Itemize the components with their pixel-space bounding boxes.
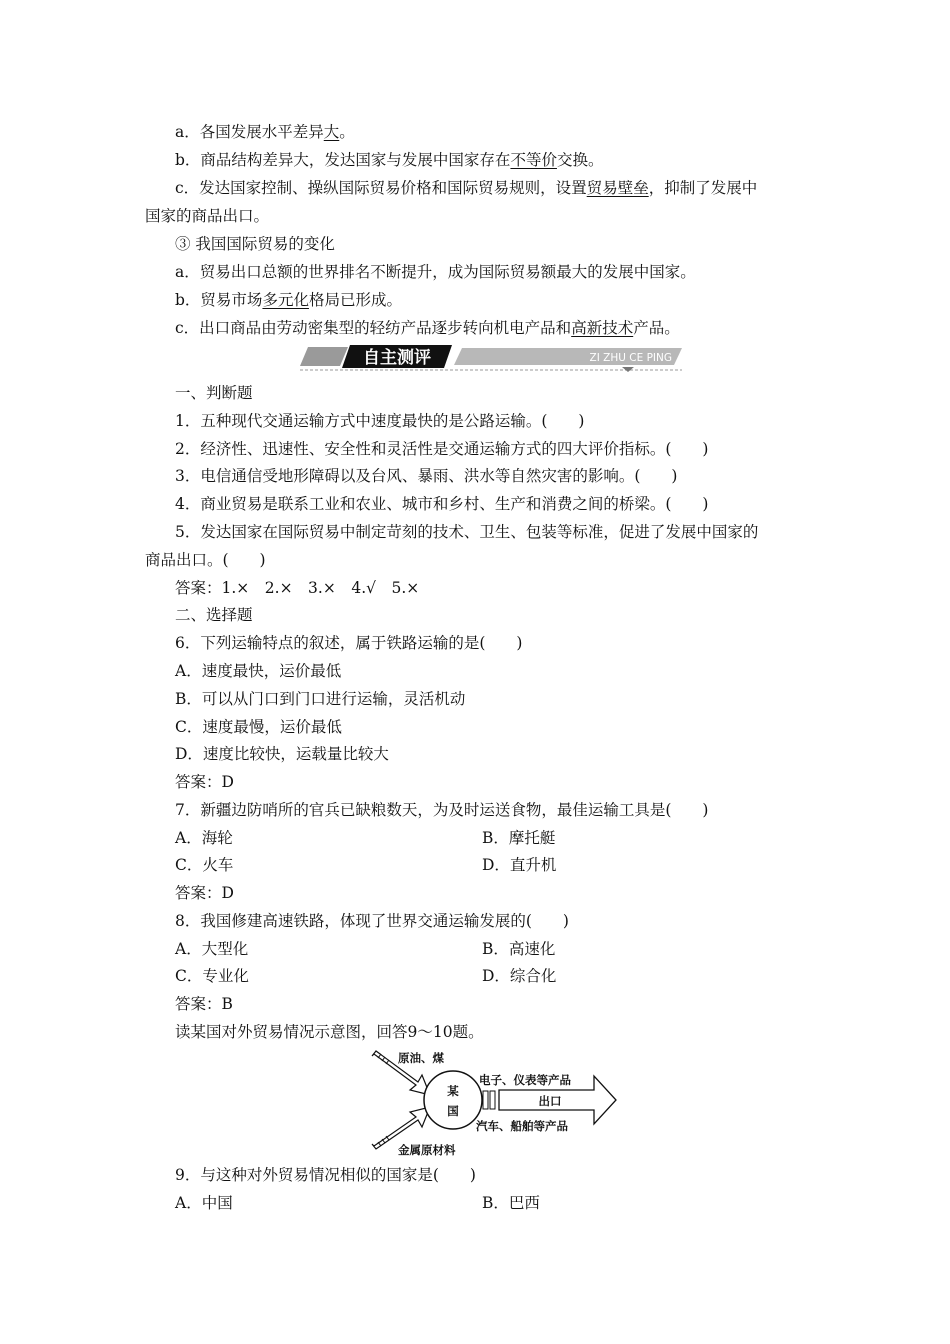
q6-option-c: C．速度最慢，运价最低 bbox=[175, 718, 342, 736]
judge-heading: 一、判断题 bbox=[175, 384, 253, 402]
text: ，抑制了发展中 bbox=[648, 179, 758, 197]
judge-q5-continued: 商品出口。( ) bbox=[145, 551, 266, 569]
section-banner bbox=[300, 342, 685, 372]
underlined-text: 不等价 bbox=[510, 151, 557, 169]
q8-option-b: B．高速化 bbox=[482, 940, 556, 958]
export-label: 出口 bbox=[538, 1094, 562, 1108]
q6-answer: 答案：D bbox=[175, 773, 234, 791]
q8-option-d: D．综合化 bbox=[482, 967, 557, 985]
item-c2-export-shift bbox=[175, 315, 680, 343]
circle-label-2: 国 bbox=[447, 1104, 459, 1118]
country-circle bbox=[424, 1071, 482, 1129]
inbound-bottom-label: 金属原材料 bbox=[398, 1143, 456, 1157]
q6-option-b: B．可以从门口到门口进行运输，灵活机动 bbox=[175, 690, 466, 708]
banner-title: 自主测评 bbox=[363, 348, 431, 368]
choice-q6: 6．下列运输特点的叙述，属于铁路运输的是( ) bbox=[175, 634, 523, 652]
item-c-trade-barriers bbox=[175, 175, 757, 203]
text: 格局已形成。 bbox=[308, 291, 402, 309]
q6-option-d: D．速度比较快，运载量比较大 bbox=[175, 745, 389, 763]
banner-left-stripe bbox=[300, 347, 348, 366]
underlined-text: 多元化 bbox=[262, 291, 309, 309]
connector-bar bbox=[483, 1091, 488, 1109]
q6-option-a: A．速度最快，运价最低 bbox=[175, 662, 342, 680]
q7-option-a: A．海轮 bbox=[175, 829, 233, 847]
outbound-bottom-label: 汽车、船舶等产品 bbox=[476, 1119, 568, 1133]
judge-q4: 4．商业贸易是联系工业和农业、城市和乡村、生产和消费之间的桥梁。( ) bbox=[175, 495, 709, 513]
q7-answer: 答案：D bbox=[175, 884, 234, 902]
trade-diagram bbox=[366, 1048, 618, 1158]
q7-option-c: C．火车 bbox=[175, 856, 234, 874]
text: 产品。 bbox=[633, 319, 680, 337]
item-b-unequal-exchange bbox=[175, 147, 603, 175]
item-a2-export-ranking: a．贸易出口总额的世界排名不断提升，成为国际贸易额最大的发展中国家。 bbox=[175, 263, 696, 281]
choice-q9: 9．与这种对外贸易情况相似的国家是( ) bbox=[175, 1166, 476, 1184]
judge-q5: 5．发达国家在国际贸易中制定苛刻的技术、卫生、包装等标准，促进了发展中国家的 bbox=[175, 523, 759, 541]
text: b．贸易市场 bbox=[175, 291, 263, 309]
text: 交换。 bbox=[556, 151, 604, 169]
text: a．各国发展水平差异 bbox=[175, 123, 324, 141]
q7-option-b: B．摩托艇 bbox=[482, 829, 556, 847]
item-a-development-gap bbox=[175, 119, 355, 147]
choice-q7: 7．新疆边防哨所的官兵已缺粮数天，为及时运送食物，最佳运输工具是( ) bbox=[175, 801, 709, 819]
subheading-china-trade-changes: ③ 我国国际贸易的变化 bbox=[175, 235, 335, 253]
text: 。 bbox=[339, 123, 355, 141]
text: b．商品结构差异大，发达国家与发展中国家存在 bbox=[175, 151, 511, 169]
underlined-text: 大 bbox=[323, 123, 340, 141]
judge-q1: 1．五种现代交通运输方式中速度最快的是公路运输。( ) bbox=[175, 412, 585, 430]
q9-option-b: B．巴西 bbox=[482, 1194, 540, 1212]
judge-q3: 3．电信通信受地形障碍以及台风、暴雨、洪水等自然灾害的影响。( ) bbox=[175, 467, 678, 485]
q7-option-d: D．直升机 bbox=[482, 856, 557, 874]
q9-option-a: A．中国 bbox=[175, 1194, 233, 1212]
banner-subtitle: ZI ZHU CE PING bbox=[589, 352, 672, 364]
diagram-intro: 读某国对外贸易情况示意图，回答9～10题。 bbox=[175, 1023, 484, 1041]
inbound-top-label: 原油、煤 bbox=[398, 1051, 444, 1065]
q8-option-a: A．大型化 bbox=[175, 940, 249, 958]
judge-q2: 2．经济性、迅速性、安全性和灵活性是交通运输方式的四大评价指标。( ) bbox=[175, 440, 709, 458]
text: c．出口商品由劳动密集型的轻纺产品逐步转向机电产品和 bbox=[175, 319, 572, 337]
judge-answer: 答案：1.× 2.× 3.× 4.√ 5.× bbox=[175, 579, 420, 597]
underlined-text: 贸易壁垒 bbox=[586, 179, 649, 197]
text: c．发达国家控制、操纵国际贸易价格和国际贸易规则，设置 bbox=[175, 179, 587, 197]
connector-bar bbox=[490, 1091, 495, 1109]
item-b2-diversified-market bbox=[175, 287, 402, 315]
choice-heading: 二、选择题 bbox=[175, 606, 253, 624]
circle-label-1: 某 bbox=[447, 1084, 459, 1098]
underlined-text: 高新技术 bbox=[571, 319, 634, 337]
q8-option-c: C．专业化 bbox=[175, 967, 249, 985]
q8-answer: 答案：B bbox=[175, 995, 233, 1013]
outbound-top-label: 电子、仪表等产品 bbox=[479, 1073, 571, 1087]
item-c-continued: 国家的商品出口。 bbox=[145, 207, 270, 225]
choice-q8: 8．我国修建高速铁路，体现了世界交通运输发展的( ) bbox=[175, 912, 569, 930]
